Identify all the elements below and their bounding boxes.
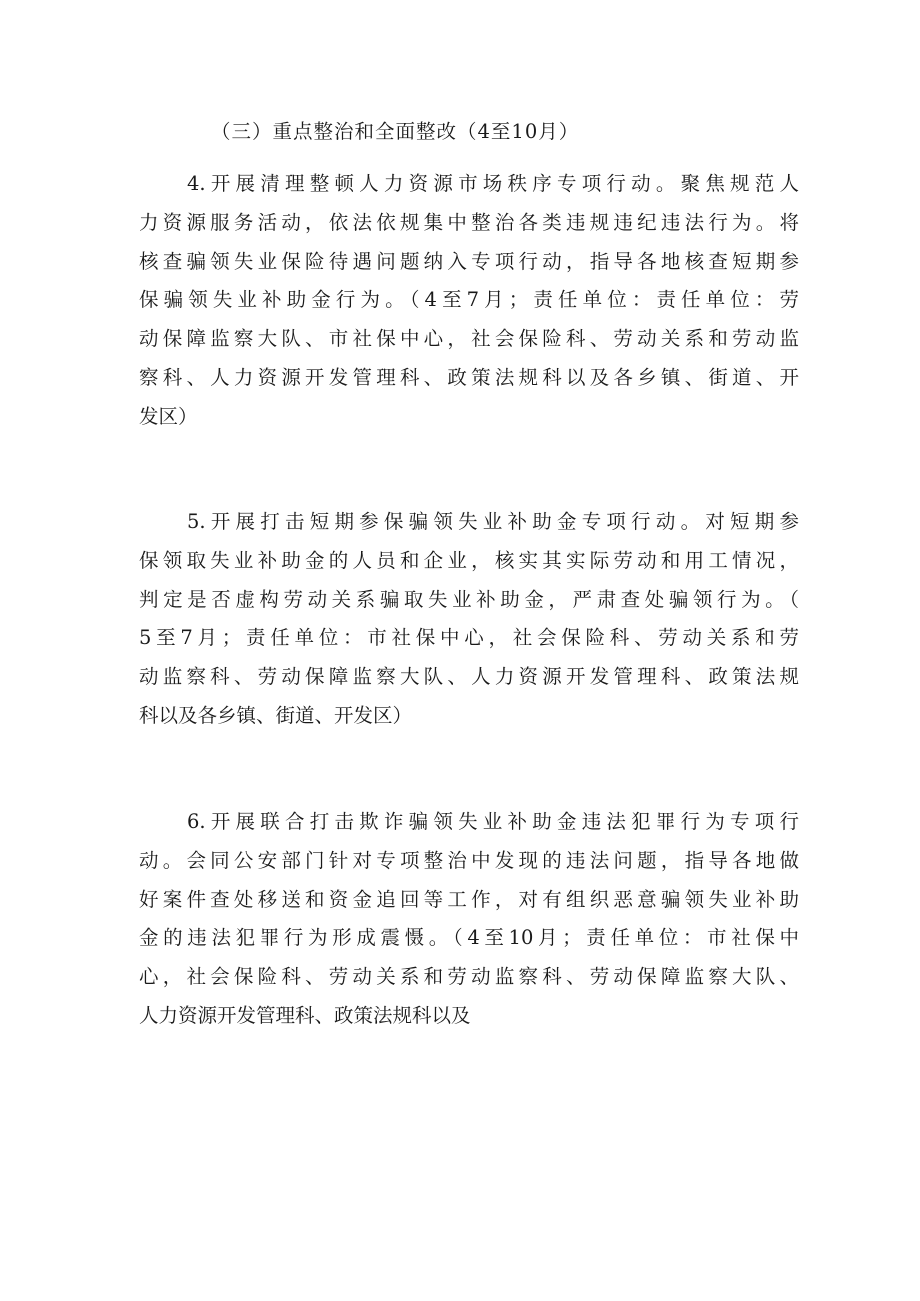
paragraph-item-5 (139, 503, 799, 736)
paragraph-line: 6.开展联合打击欺诈骗领失业补助金违法犯罪行为专项行 (187, 810, 799, 833)
paragraph-line: 动。会同公安部门针对专项整治中发现的违法问题，指导各地做 (139, 848, 799, 872)
paragraph-line: 动监察科、劳动保障监察大队、人力资源开发管理科、政策法规 (139, 665, 799, 689)
paragraph-line: 力资源服务活动，依法依规集中整治各类违规违纪违法行为。将 (139, 210, 799, 234)
paragraph-line: 4.开展清理整顿人力资源市场秩序专项行动。聚焦规范人 (187, 172, 799, 195)
paragraph-line: 动保障监察大队、市社保中心，社会保险科、劳动关系和劳动监 (139, 327, 799, 351)
paragraph-line: 核查骗领失业保险待遇问题纳入专项行动，指导各地核查短期参 (139, 249, 799, 273)
paragraph-line: 5.开展打击短期参保骗领失业补助金专项行动。对短期参 (187, 510, 799, 533)
paragraph-line: 人力资源开发管理科、政策法规科以及 (139, 1003, 471, 1027)
section-heading: （三）重点整治和全面整改（4至10月） (211, 120, 580, 143)
paragraph-line: 好案件查处移送和资金追回等工作，对有组织恶意骗领失业补助 (139, 887, 799, 911)
paragraph-line: 察科、人力资源开发管理科、政策法规科以及各乡镇、街道、开 (139, 365, 799, 389)
paragraph-item-4 (139, 165, 799, 437)
paragraph-line: 心，社会保险科、劳动关系和劳动监察科、劳动保障监察大队、 (139, 965, 799, 989)
paragraph-line: 发区） (139, 404, 198, 428)
paragraph-item-6 (139, 803, 799, 1036)
paragraph-line: 科以及各乡镇、街道、开发区） (139, 703, 413, 727)
paragraph-line: 金的违法犯罪行为形成震慑。（4至10月；责任单位：市社保中 (139, 926, 799, 950)
paragraph-line: 保骗领失业补助金行为。（4至7月；责任单位：责任单位：劳 (139, 288, 799, 312)
paragraph-line: 保领取失业补助金的人员和企业，核实其实际劳动和用工情况， (139, 548, 799, 572)
paragraph-line: 5至7月；责任单位：市社保中心，社会保险科、劳动关系和劳 (139, 626, 799, 650)
paragraph-line: 判定是否虚构劳动关系骗取失业补助金，严肃查处骗领行为。（ (139, 587, 799, 611)
